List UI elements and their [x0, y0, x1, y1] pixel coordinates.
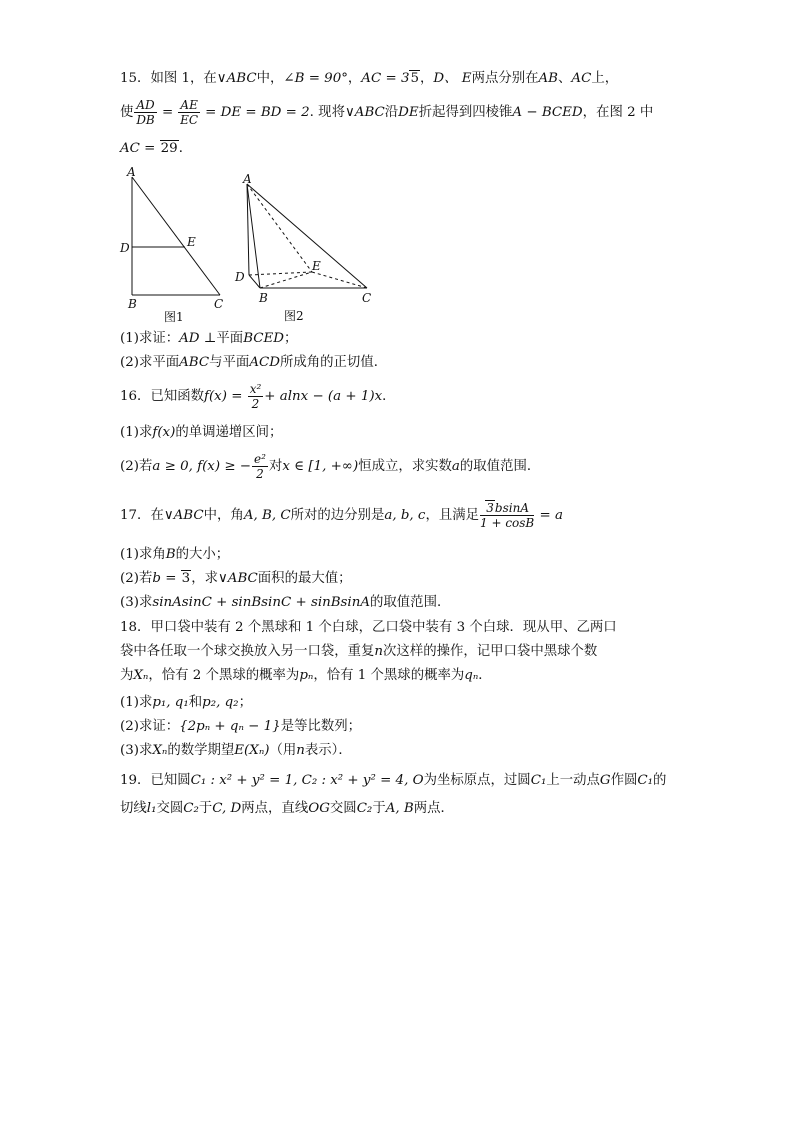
sqrt: 3 [486, 501, 494, 515]
fig1-edge-ac [132, 177, 220, 295]
q17-number: 17． [120, 508, 151, 523]
q18-part-1: (1)求p₁, q₁和p₂, q₂； [120, 695, 252, 710]
q16-line-1: 16．已知函数f(x) = $\frac{\text{x²}}{2}$ + alnx − (a + 1)x． [120, 382, 396, 411]
fraction-condition: $\frac{3bsinA}{1 + \cos B}$ [480, 501, 535, 530]
fig2-label-d: D [235, 270, 245, 284]
q18-line-2: 袋中各任取一个球交换放入另一口袋，重复n次这样的操作，记甲口袋中黑球个数 [120, 644, 598, 659]
fig2-caption: 图2 [284, 309, 304, 323]
q15-number: 15． [120, 71, 151, 86]
fig2-edge-ac [247, 184, 367, 288]
q17-part-3: (3)求sinAsinC + sinBsinC + sinBsinA的取值范围． [120, 595, 451, 610]
q18-line-1: 18．甲口袋中装有 2 个黑球和 1 个白球，乙口袋中装有 3 个白球．现从甲、乙两口 [120, 620, 617, 635]
q15-line-2: 使 $\frac{AD}{DB}$ = $\frac{AE}{EC}$ = DE = BD = 2. 现将∨ABC沿DE折起得到四棱锥A − BCED，在图 2 中 [120, 98, 654, 127]
fig1-label-c: C [214, 297, 224, 311]
fig1-label-d: D [120, 241, 130, 255]
q15-line-1: 15．如图 1，在∨ABC中，∠B = 90°，AC = 35，D、 E两点分别在AB、AC上， [120, 71, 619, 86]
fraction-x2-2: $\frac{\text{x²}}{2}$ [249, 382, 262, 411]
q15-part-2: (2)求平面ABC与平面ACD所成角的正切值． [120, 355, 388, 370]
q15-part-1: (1)求证：AD ⊥平面BCED； [120, 331, 298, 346]
sqrt: 3 [181, 571, 191, 586]
q17-part-1: (1)求角B的大小； [120, 547, 230, 562]
q19-number: 19． [120, 773, 151, 788]
figure-2 [232, 172, 382, 328]
q16-number: 16． [120, 389, 151, 404]
fig2-edge-ec [312, 272, 367, 288]
q15-line-3: AC = 29． [120, 141, 193, 156]
q18-part-3: (3)求Xₙ的数学期望E(Xₙ)（用n表示）． [120, 743, 352, 758]
q16-part-2: (2)若a ≥ 0, f(x) ≥ − $\frac{\text{e²}}{2}$ 对x ∈ [1, +∞)恒成立，求实数a的取值范围． [120, 452, 541, 481]
fig1-caption: 图1 [164, 310, 184, 324]
q18-line-3: 为Xₙ，恰有 2 个黑球的概率为pₙ，恰有 1 个黑球的概率为qₙ． [120, 668, 492, 683]
fig2-label-b: B [259, 291, 268, 305]
q19-line-2: 切线l₁交圆C₂于C, D两点，直线OG交圆C₂于A, B两点． [120, 801, 454, 816]
fig2-label-a: A [243, 172, 252, 186]
q18-part-2: (2)求证：{2pₙ + qₙ − 1}是等比数列； [120, 719, 362, 734]
fraction-ae-ec: $\frac{AE}{EC}$ [180, 98, 199, 127]
q19-line-1: 19．已知圆C₁ : x² + y² = 1, C₂ : x² + y² = 4, O为坐标原点，过圆C₁上一动点G作圆C₁的 [120, 773, 667, 788]
q17-line-1: 17．在∨ABC中，角A, B, C所对的边分别是a, b, c，且满足 $\frac{3bsinA}{1 + \cos B}$ = a [120, 501, 563, 530]
fraction-ad-db: $\frac{AD}{DB}$ [136, 98, 155, 127]
sqrt: 5 [410, 71, 419, 86]
fig2-label-e: E [312, 259, 321, 273]
q18-number: 18． [120, 620, 151, 635]
fig1-label-b: B [128, 297, 137, 311]
fraction-e2-2: $\frac{\text{e²}}{2}$ [254, 452, 266, 481]
q16-part-1: (1)求f(x)的单调递增区间； [120, 425, 283, 440]
figure-1 [118, 165, 230, 325]
fig1-label-e: E [187, 235, 196, 249]
fig1-label-a: A [127, 165, 136, 179]
fig2-label-c: C [362, 291, 372, 305]
q17-part-2: (2)若b = 3，求∨ABC面积的最大值； [120, 571, 352, 586]
sqrt: 29 [160, 141, 178, 156]
